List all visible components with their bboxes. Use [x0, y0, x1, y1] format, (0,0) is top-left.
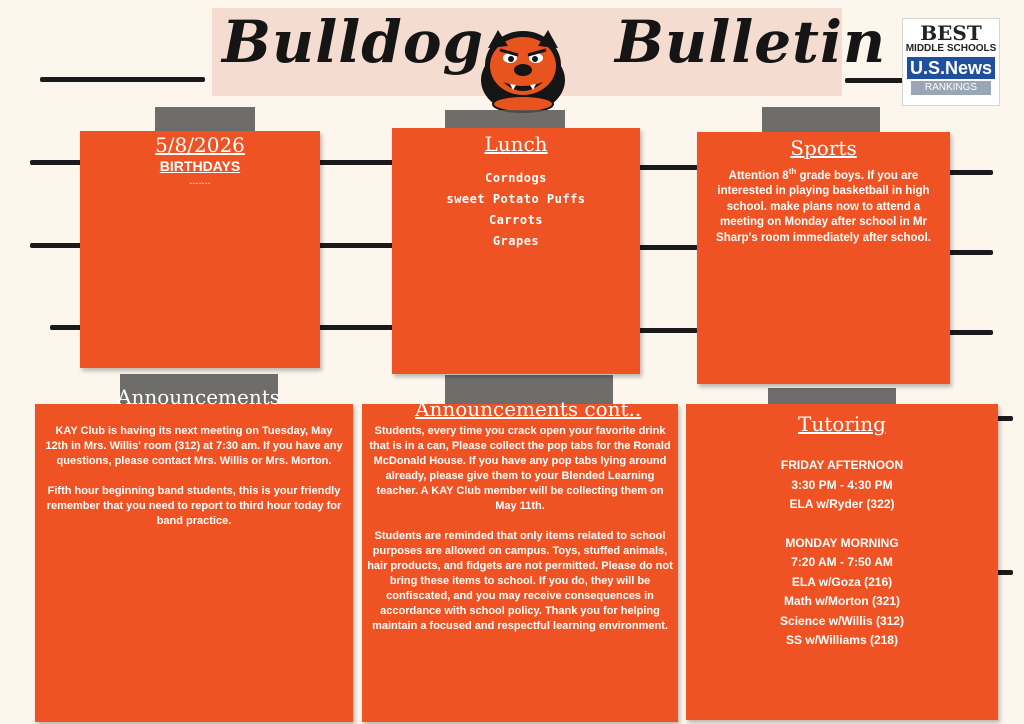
lunch-item: Carrots — [488, 213, 544, 227]
tutoring-monday-label: MONDAY MORNING — [785, 535, 899, 550]
announcements-cont-p1: Students, every time you crack open your favorite drink that is in a can, Please collect the pop tabs for the Ronald McDonald House. If you have any pop tabs lying around already, please give them to your Blended Learning teacher. A KAY Club member will be collecting them on May 11th. — [369, 425, 671, 512]
lunch-item: sweet Potato Puffs — [446, 192, 586, 206]
announcements-cont-p2: Students are reminded that only items related to school purposes are allowed on campus. Toys, stuffed animals, hair products, and fidgets are not permitted. Please do not bring these items to school. If you do, they will be confiscated, and you may receive consequences in accordance with school policy. Thank you for helping maintain a focused and respectful learning environment. — [367, 530, 673, 632]
tutoring-card — [686, 404, 998, 720]
title-left: Bulldog — [222, 8, 485, 76]
rule-line — [948, 170, 993, 175]
best-schools-badge — [902, 18, 1000, 106]
lunch-card — [392, 128, 640, 374]
rule-line — [318, 325, 398, 330]
badge-line2: MIDDLE SCHOOLS — [905, 43, 997, 54]
announcements-p1: KAY Club is having its next meeting on Tuesday, May 12th in Mrs. Willis' room (312) at 7:30 am. If you have any questions, please contact Mrs. Willis or Mrs. Morton. — [45, 425, 343, 467]
badge-line4: RANKINGS — [911, 81, 991, 95]
birthdays-card — [80, 131, 320, 368]
tutoring-monday-item: Science w/Willis (312) — [780, 613, 904, 628]
tutoring-monday-item: Math w/Morton (321) — [784, 594, 900, 608]
lunch-item: Grapes — [492, 234, 540, 248]
rule-line — [638, 165, 698, 170]
sports-text: Attention 8th grade boys. If you are interested in playing basketball in high school. make plans now to attend a meeting on Monday after school in Mr Sharp's room immediately after school. — [716, 167, 931, 244]
birthdays-date: 5/8/2026 — [155, 133, 245, 157]
badge-line3: U.S.News — [907, 57, 995, 79]
rule-line — [30, 160, 85, 165]
tutoring-monday-time: 7:20 AM - 7:50 AM — [791, 555, 893, 569]
rule-line — [30, 243, 85, 248]
announcements-heading: Announcements — [117, 385, 281, 409]
lunch-item: Corndogs — [485, 171, 547, 185]
announcements-cont-heading: Announcements cont.. — [415, 397, 642, 421]
rule-line — [948, 250, 993, 255]
sports-text-sup: th — [788, 167, 797, 176]
tutoring-monday-item: ELA w/Goza (216) — [791, 574, 893, 589]
announcements-card — [35, 404, 353, 722]
badge-line1: BEST — [920, 21, 982, 45]
rule-line — [318, 160, 398, 165]
tutoring-friday-item: ELA w/Ryder (322) — [789, 497, 895, 511]
announcements-p2: Fifth hour beginning band students, this is your friendly remember that you need to report to third hour today for band practice. — [46, 485, 342, 527]
birthdays-label: BIRTHDAYS — [159, 158, 241, 174]
bulldog-mascot-icon — [468, 20, 578, 115]
tutoring-heading: Tutoring — [798, 412, 886, 436]
rule-line — [845, 78, 905, 83]
announcements-cont-card — [362, 404, 678, 722]
lunch-heading: Lunch — [484, 132, 548, 156]
sports-card — [697, 132, 950, 384]
rule-line — [40, 77, 205, 82]
rule-line — [948, 330, 993, 335]
rule-line — [638, 245, 698, 250]
tutoring-friday-time: 3:30 PM - 4:30 PM — [791, 477, 893, 492]
title-right: Bulletin — [615, 8, 887, 76]
tutoring-friday-label: FRIDAY AFTERNOON — [780, 458, 904, 472]
sports-heading: Sports — [790, 136, 857, 160]
birthdays-value: ....... — [189, 175, 211, 187]
rule-line — [638, 328, 698, 333]
tutoring-monday-item: SS w/Williams (218) — [786, 633, 898, 647]
rule-line — [318, 243, 398, 248]
